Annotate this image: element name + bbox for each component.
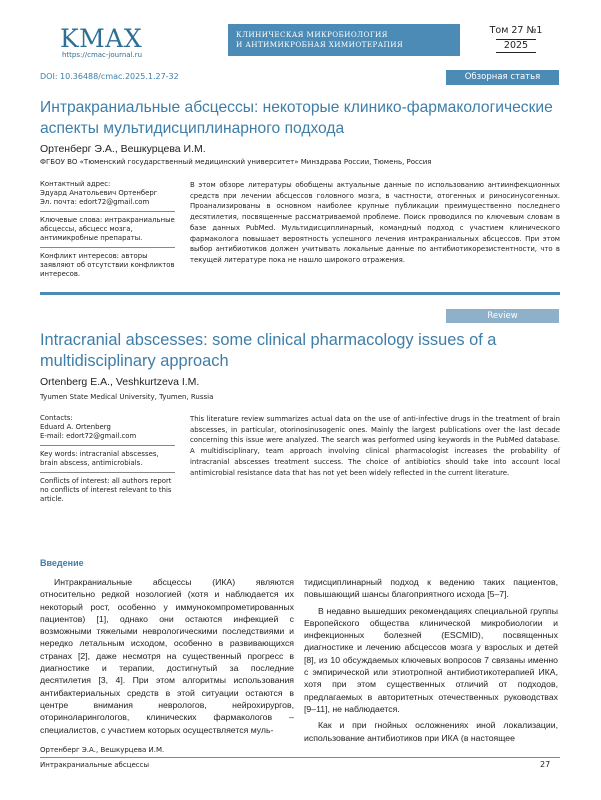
keywords-en: Key words: intracranial abscesses, brain abscess, antimicrobials.: [40, 450, 175, 468]
page-number: 27: [540, 760, 550, 769]
volume-info: [488, 24, 544, 53]
conflict-en: Conflicts of interest: all authors report no conflicts of interest relevant to this article.: [40, 477, 175, 504]
contact-email-en[interactable]: E-mail: edort72@gmail.com: [40, 432, 175, 441]
section-divider: [40, 292, 560, 295]
body-column-left: [40, 576, 294, 740]
keywords-ru: Ключевые слова: интракраниальные абсцессы, абсцесс мозга, антимикробные препараты.: [40, 216, 175, 243]
journal-header: [0, 22, 601, 62]
divider: [40, 211, 175, 212]
contact-label-en: Contacts:: [40, 414, 175, 423]
article-title-en: Intracranial abscesses: some clinical pharmacology issues of a multidisciplinary approach: [40, 330, 565, 372]
footer-divider: [40, 757, 560, 758]
journal-name-line1: КЛИНИЧЕСКАЯ МИКРОБИОЛОГИЯ: [236, 30, 403, 40]
affiliation-ru: ФГБОУ ВО «Тюменский государственный медицинский университет» Минздрава России, Тюмень, Россия: [40, 158, 432, 166]
running-title: Интракраниальные абсцессы: [40, 761, 149, 769]
journal-name-line2: И АНТИМИКРОБНАЯ ХИМИОТЕРАПИЯ: [236, 40, 403, 50]
doi-link[interactable]: DOI: 10.36488/cmac.2025.1.27-32: [40, 72, 179, 81]
divider: [40, 247, 175, 248]
contact-name-en: Eduard A. Ortenberg: [40, 423, 175, 432]
paragraph: тидисциплинарный подход к ведению таких пациентов, повышающий шансы благоприятного исхода [5–7].: [304, 576, 558, 601]
abstract-ru: В этом обзоре литературы обобщены актуальные данные по использованию антиинфекционных средств при лечении абсцессов головного мозга, в частности, отогенных и риносинусогенных. Проанализированы в основном наиболее крупные публикации преимущественно последнего десятилетия, посвященные рассматриваемой проблеме. Поиск проводился по ключевым словам в базе данных PubMed. Мультидисциплинарный, командный подход с участием клинического фармаколога повышает вероятность успешного лечения интракраниальных абсцессов. При этом выбор антибиотиков должен учитывать локальные данные по антибиотикорезистентности, что в текущей литературе пока не нашло широкого отражения.: [190, 180, 560, 266]
journal-url[interactable]: https://cmac-journal.ru: [60, 51, 160, 59]
article-type-badge-ru: Обзорная статья: [446, 70, 559, 85]
sidebar-ru: [40, 180, 175, 279]
paragraph: Интракраниальные абсцессы (ИКА) являются относительно редкой нозологией (хотя и наблюдается их некоторый рост, особенно у иммунокомпрометированных пациентов) [1], однако они остаются инфекцией с возможными тяжелыми неврологическими последствиями и нередко летальным исходом, особенно в развивающихся странах [2], даже несмотря на существенный прогресс в диагностике и терапии, достигнутый за последние десятилетия [3, 4]. При этом алгоритмы использования антибактериальных средств в этой ситуации остаются в центре внимания неврологов, нейрохирургов, оториноларингологов, клинических фармакологов – специалистов, с участием которых осуществляется муль-: [40, 576, 294, 736]
divider: [40, 472, 175, 473]
conflict-ru: Конфликт интересов: авторы заявляют об отсутствии конфликтов интересов.: [40, 252, 175, 279]
article-title-ru: Интракраниальные абсцессы: некоторые клинико-фармакологические аспекты мультидисциплинарного подхода: [40, 97, 565, 139]
journal-name-banner: [228, 24, 460, 56]
section-title-introduction: Введение: [40, 558, 84, 568]
contact-label-ru: Контактный адрес:: [40, 180, 175, 189]
authors-ru: Ортенберг Э.А., Вешкурцева И.М.: [40, 143, 206, 155]
paragraph: В недавно вышедших рекомендациях специальной группы Европейского общества клинической микробиологии и инфекционных болезней (ESCMID), посвященных диагностике и лечению абсцессов мозга у взрослых и детей [8], из 10 обсуждаемых ключевых вопросов 7 связаны именно с эмпирической или этиотропной антибиотикотерапией ИКА, хотя при этом существенных отличий от подходов, предлагаемых в авторитетных отечественных руководствах [9–11], не наблюдается.: [304, 605, 558, 716]
sidebar-en: [40, 414, 175, 504]
volume-year: 2025: [496, 39, 536, 53]
contact-name-ru: Эдуард Анатольевич Ортенберг: [40, 189, 175, 198]
affiliation-en: Tyumen State Medical University, Tyumen, Russia: [40, 393, 213, 401]
authors-en: Ortenberg E.A., Veshkurtzeva I.M.: [40, 376, 199, 388]
volume-number: Том 27 №1: [488, 24, 544, 37]
body-column-right: [304, 576, 558, 748]
logo-mark: KMAX: [60, 26, 160, 52]
paragraph: Как и при гнойных осложнениях иной локализации, использование антибиотиков при ИКА (в настоящее: [304, 719, 558, 744]
footer-authors: Ортенберг Э.А., Вешкурцева И.М.: [40, 746, 164, 754]
journal-logo[interactable]: [60, 26, 160, 59]
contact-email-ru[interactable]: Эл. почта: edort72@gmail.com: [40, 198, 175, 207]
abstract-en: This literature review summarizes actual data on the use of anti-infective drugs in the treatment of brain abscesses, in particular, otorinosinusogenic ones. Mainly the largest publications over the last decade concerning this issue were analyzed. The search was performed using keywords in the PubMed database. A multidisciplinary, team approach involving clinical pharmacologist increases the probability of intracranial abscesses treatment success. The choice of antibiotics should take into account local antimicrobial resistance data that has not yet been widely reflected in the current literature.: [190, 414, 560, 478]
article-type-badge-en: Review: [446, 309, 559, 323]
divider: [40, 445, 175, 446]
